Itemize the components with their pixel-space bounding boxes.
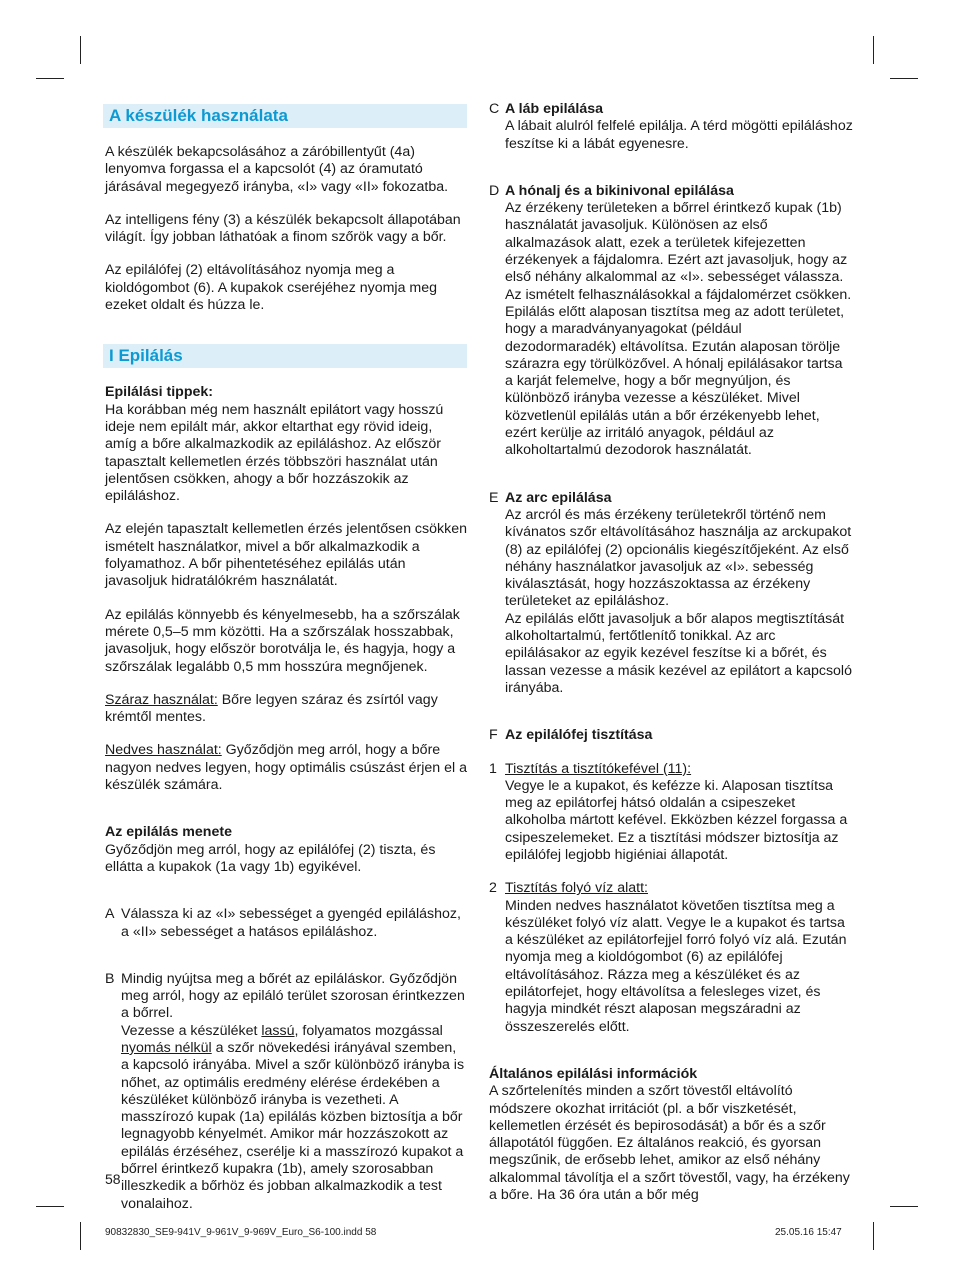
step-subtitle: Tisztítás a tisztítókefével (11): xyxy=(505,760,692,777)
paragraph: Ha korábban még nem használt epilátort vagy hosszú ideje nem epilált már, akkor eltarthat egy rövid ideig, amíg a bőre alkalmazkodik az epiláláshoz. Az először tapasztalt kellemetlen érzés többszöri használat után jelentősen csökken, ahogy a bőr hozzászokik az epiláláshoz. xyxy=(105,401,444,505)
footer-date: 25.05.16 15:47 xyxy=(775,1227,842,1238)
step-text: A lábait alulról felfelé epilálja. A térd mögötti epiláláshoz feszítse ki a lábát egyenesre. xyxy=(505,118,853,152)
step-text: Minden nedves használatot követően tisztítsa meg a készüléket folyó víz alatt. Vegye le a kupakot és tartsa a készüléket az epilátorfejjel forró folyó víz alá. Ezután nyomja meg a kioldógombot (6) az epilálófej eltávolításához. Rázza meg a készüléket és az epilátorfejet, hogy eltávolítsa a felesleges vizet, és hagyja mindkét részt alaposan megszáradni az összeszerelés előtt. xyxy=(505,897,847,1035)
section-heading-usage: A készülék használata xyxy=(103,104,467,128)
step-b xyxy=(105,971,467,1213)
crop-mark xyxy=(36,78,64,79)
paragraph: Győződjön meg arról, hogy az epilálófej (2) tiszta, és ellátta a kupakok (1a vagy 1b) egyikével. xyxy=(105,841,436,875)
section-heading-epilation: I Epilálás xyxy=(103,344,467,368)
step-d xyxy=(489,183,854,460)
step-text: Vegye le a kupakot, és kefézze ki. Alaposan tisztítsa meg az epilátorfej hátsó oldalán a csipeszeket alkoholba mártott kefével. Ekközben kézzel forgassa a csipeszelemeket. Ez a tisztítási módszer biztosítja az epilálófej legjobb higiéniai állapotát. xyxy=(505,777,848,863)
general-info-title: Általános epilálási információk xyxy=(489,1065,698,1082)
step-e xyxy=(489,490,854,698)
step-text: Válassza ki az «I» sebességet a gyengéd epiláláshoz, a «II» sebességet a hatásos epiláláshoz. xyxy=(121,906,461,940)
cleaning-step-2 xyxy=(489,880,854,1036)
paragraph: Az epilálás könnyebb és kényelmesebb, ha a szőrszálak mérete 0,5–5 mm közötti. Ha a szőrszálak hosszabbak, javasoljuk, hogy először borotválja le, és hagyja, hogy a szőrszálak legalább 0,5 mm hosszúra megnőjenek. xyxy=(105,606,460,675)
step-a xyxy=(105,906,467,941)
step-f xyxy=(489,727,854,744)
step-letter: B xyxy=(105,970,115,987)
step-title: A hónalj és a bikinivonal epilálása xyxy=(505,182,734,199)
step-c xyxy=(489,101,854,153)
tips-title: Epilálási tippek: xyxy=(105,384,214,401)
process-title: Az epilálás menete xyxy=(105,824,232,841)
crop-mark xyxy=(873,1222,874,1250)
paragraph: Az elején tapasztalt kellemetlen érzés jelentősen csökken ismételt használatkor, mivel a bőr alkalmazkodik a folyamathoz. A bőr pihentetéséhez epilálás után javasoljuk hidratálókrém használatát. xyxy=(105,521,467,590)
step-letter: A xyxy=(105,906,115,923)
page-number: 58 xyxy=(105,1171,121,1187)
dry-use-paragraph xyxy=(105,692,467,727)
step-letter: C xyxy=(489,101,500,117)
paragraph: A szőrtelenítés minden a szőrt tövestől eltávolító módszere okozhat irritációt (pl. a bőr viszketését, kellemetlen érzését és bepirosodását) a bőr és a szőr állapotától függően. Ez általános reakció, és gyorsan megszűnik, de erősebb lehet, amikor az első néhány alkalommal távolítja el a szőrt tövestől, vagy, ha érzékeny a bőre. Ha 36 óra után a bőr még xyxy=(489,1083,850,1204)
paragraph: Az intelligens fény (3) a készülék bekapcsolt állapotában világít. Így jobban láthatóak a finom szőrök vagy a bőr. xyxy=(105,211,461,246)
underlined-term: nyomás nélkül xyxy=(121,1039,212,1056)
text-run: , folyamatos mozgással xyxy=(294,1022,443,1039)
step-text: Az arcról és más érzékeny területekről történő nem kívánatos szőr eltávolításához használja az arckupakot (8) az epilálófej (2) opcionális kiegészítőjeként. Az első néhány használatkor javasoljuk az «I». sebesség kiválasztását, hogy hozzászoktassa az érzékeny területeket az epiláláshoz. xyxy=(505,506,852,610)
step-text: Az epilálás előtt javasoljuk a bőr alapos megtisztítását alkoholtartalmú, fertőtlenítő tonikkal. Az arc epilálásakor az egyik kezével feszítse ki a bőrét, és lassan vezesse a másik kezével az epilátort a kapcsoló irányába. xyxy=(505,610,852,696)
paragraph: A készülék bekapcsolásához a záróbillentyűt (4a) lenyomva forgassa el a kapcsolót (4) az óramutató járásával megegyező irányba, «I» vagy «II» fokozatba. xyxy=(105,144,449,195)
step-number: 2 xyxy=(489,880,497,897)
step-letter: E xyxy=(489,489,499,506)
step-text: Mindig nyújtsa meg a bőrét az epiláláskor. Győződjön meg arról, hogy az epiláló terület szorosan érintkezzen a bőrrel. xyxy=(121,970,465,1022)
crop-mark xyxy=(873,36,874,64)
wet-use-paragraph xyxy=(105,742,467,794)
step-text: Epilálás előtt alaposan tisztítsa meg az adott területet, hogy a maradványanyagokat (például dezodormaradék) eltávolítsa. Ezután alaposan törölje szárazra egy törülközővel. A hónalj epilálásakor tartsa a karját felemelve, hogy a bőr megnyúljon, és különböző irányba vezesse a készüléket. Mivel közvetlenül epilálás után a bőr érzékenyebb lehet, ezért kerülje az irritáló anyagok, például az alkoholtartalmú dezodorok használatát. xyxy=(505,303,845,459)
left-column xyxy=(105,104,467,1213)
step-text: Az érzékeny területeken a bőrrel érintkező kupak (1b) használatát javasoljuk. Különösen az első alkalmazások alatt, ezek a területek kifejezetten érzékenyek a fájdalomra. Ezért azt javasoljuk, hogy az első néhány alkalommal az «I». sebességet válassza. Az ismételt felhasználásokkal a fájdalomérzet csökken. xyxy=(505,200,852,303)
crop-mark xyxy=(890,1206,918,1207)
cleaning-step-1 xyxy=(489,761,854,865)
wet-use-text: Győződjön meg arról, hogy a bőre nagyon nedves legyen, hogy optimális csúszást érjen el a készülék számára. xyxy=(105,742,467,794)
text-run: a szőr növekedési irányával szemben, a kapcsoló irányába. Mivel a szőr különböző irányba is nőhet, az optimális eredmény elérése érdekében a készüléket különböző irányba is vezetheti. A masszírozó kupak (1a) epilálás közben biztosítja a bőr legnagyobb kényelmét. Amikor már hozzászokott az epilálás érzéséhez, cserélje ki a masszírozó kupakot a bőrrel érintkező kupakra (1b), amely szorosabban illeszkedik a bőrhöz és jobban alkalmazkodik a test vonalaihoz. xyxy=(121,1039,465,1212)
step-letter: D xyxy=(489,182,500,199)
dry-use-label: Száraz használat: xyxy=(105,691,218,708)
right-column xyxy=(489,101,854,1204)
dry-use-text: Bőre legyen száraz és zsírtól vagy krémtől mentes. xyxy=(105,691,438,726)
step-number: 1 xyxy=(489,760,497,777)
crop-mark xyxy=(80,1222,81,1250)
underlined-term: lassú xyxy=(261,1022,295,1039)
step-title: Az epilálófej tisztítása xyxy=(505,727,653,744)
footer-file: 90832830_SE9-941V_9-961V_9-969V_Euro_S6-100.indd 58 xyxy=(105,1227,377,1238)
step-text xyxy=(121,1023,467,1213)
text-run: Vezesse a készüléket xyxy=(121,1022,262,1039)
crop-mark xyxy=(890,78,918,79)
paragraph: Az epilálófej (2) eltávolításához nyomja meg a kioldógombot (6). A kupakok cseréjéhez nyomja meg ezeket oldalt és húzza le. xyxy=(105,262,438,314)
wet-use-label: Nedves használat: xyxy=(105,742,222,759)
crop-mark xyxy=(80,36,81,64)
step-title: A láb epilálása xyxy=(505,101,604,117)
step-subtitle: Tisztítás folyó víz alatt: xyxy=(505,880,648,897)
step-letter: F xyxy=(489,727,498,744)
step-title: Az arc epilálása xyxy=(505,489,612,506)
crop-mark xyxy=(36,1206,64,1207)
